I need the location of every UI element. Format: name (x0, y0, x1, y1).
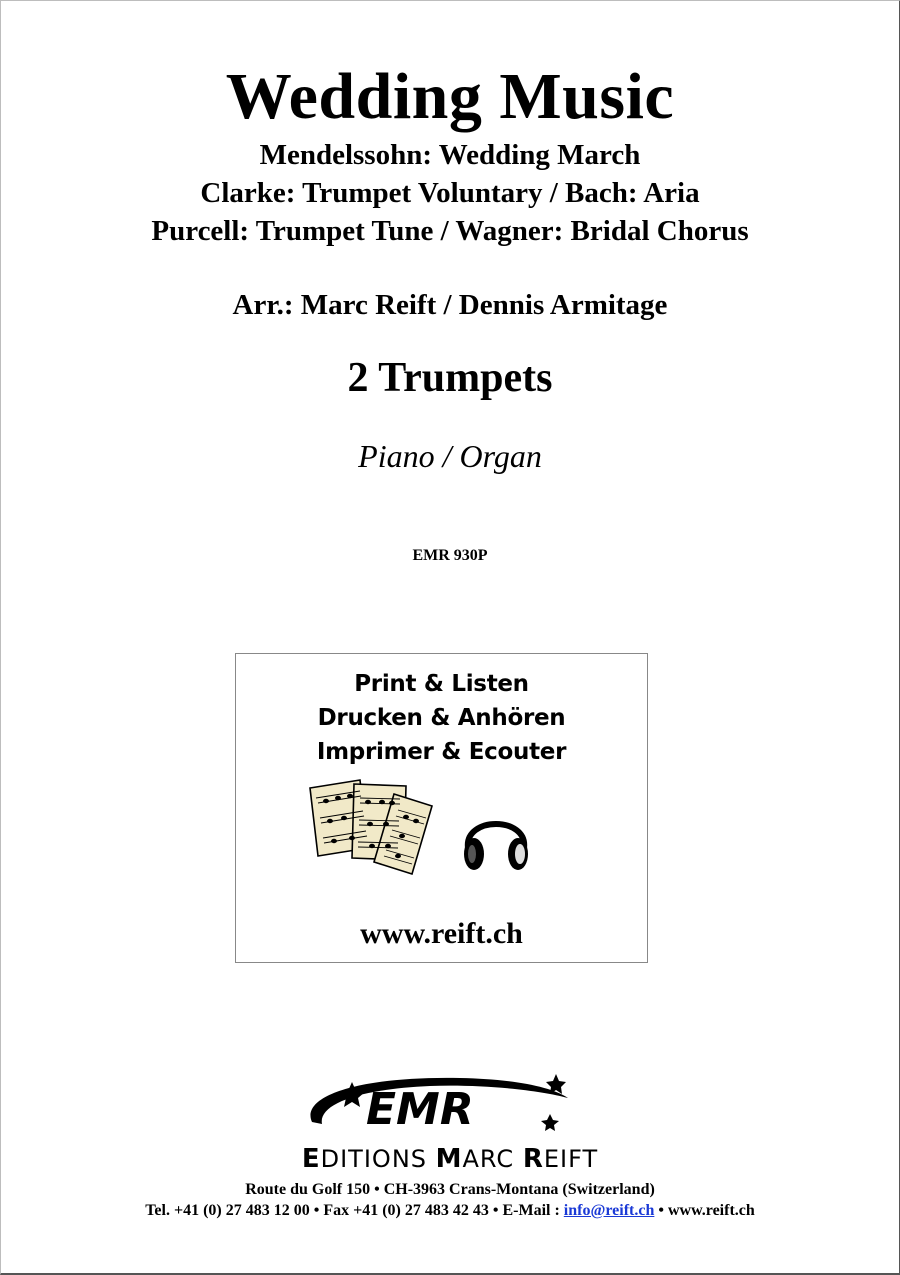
print-listen-box (235, 653, 648, 963)
accompaniment: Piano / Organ (358, 438, 542, 474)
headphones-icon (458, 802, 534, 878)
phone-fax: Tel. +41 (0) 27 483 12 00 • Fax +41 (0) 27 483 42 43 • E-Mail : (145, 1202, 564, 1219)
wordmark-editions: DITIONS (320, 1145, 436, 1173)
page-title: Wedding Music (225, 60, 675, 133)
publisher-contact (0, 1201, 900, 1221)
emr-logo (300, 1072, 600, 1140)
promo-line-german: Drucken & Anhören (317, 705, 566, 731)
promo-website[interactable]: www.reift.ch (360, 917, 523, 950)
piece-line-3: Purcell: Trumpet Tune / Wagner: Bridal Chorus (151, 215, 749, 247)
wordmark-reift: EIFT (543, 1145, 599, 1173)
catalog-number: EMR 930P (412, 547, 488, 564)
promo-line-french: Imprimer & Ecouter (316, 739, 567, 765)
sheet-music-icon (306, 776, 441, 876)
website-text: • www.reift.ch (654, 1202, 755, 1219)
publisher-address: Route du Golf 150 • CH-3963 Crans-Montana (Switzerland) (245, 1181, 655, 1198)
piece-line-2: Clarke: Trumpet Voluntary / Bach: Aria (200, 177, 700, 209)
arranger-credit: Arr.: Marc Reift / Dennis Armitage (232, 289, 668, 321)
email-link[interactable]: info@reift.ch (563, 1202, 655, 1219)
piece-line-1: Mendelssohn: Wedding March (259, 139, 641, 171)
wordmark-cap-m: M (435, 1144, 463, 1174)
instrumentation: 2 Trumpets (347, 355, 553, 401)
wordmark-cap-r: R (522, 1144, 544, 1174)
promo-line-english: Print & Listen (354, 671, 529, 697)
publisher-wordmark (0, 1144, 900, 1174)
wordmark-marc: ARC (462, 1145, 523, 1173)
emr-logo-text: EMR (366, 1084, 474, 1135)
wordmark-cap-e: E (301, 1144, 321, 1174)
